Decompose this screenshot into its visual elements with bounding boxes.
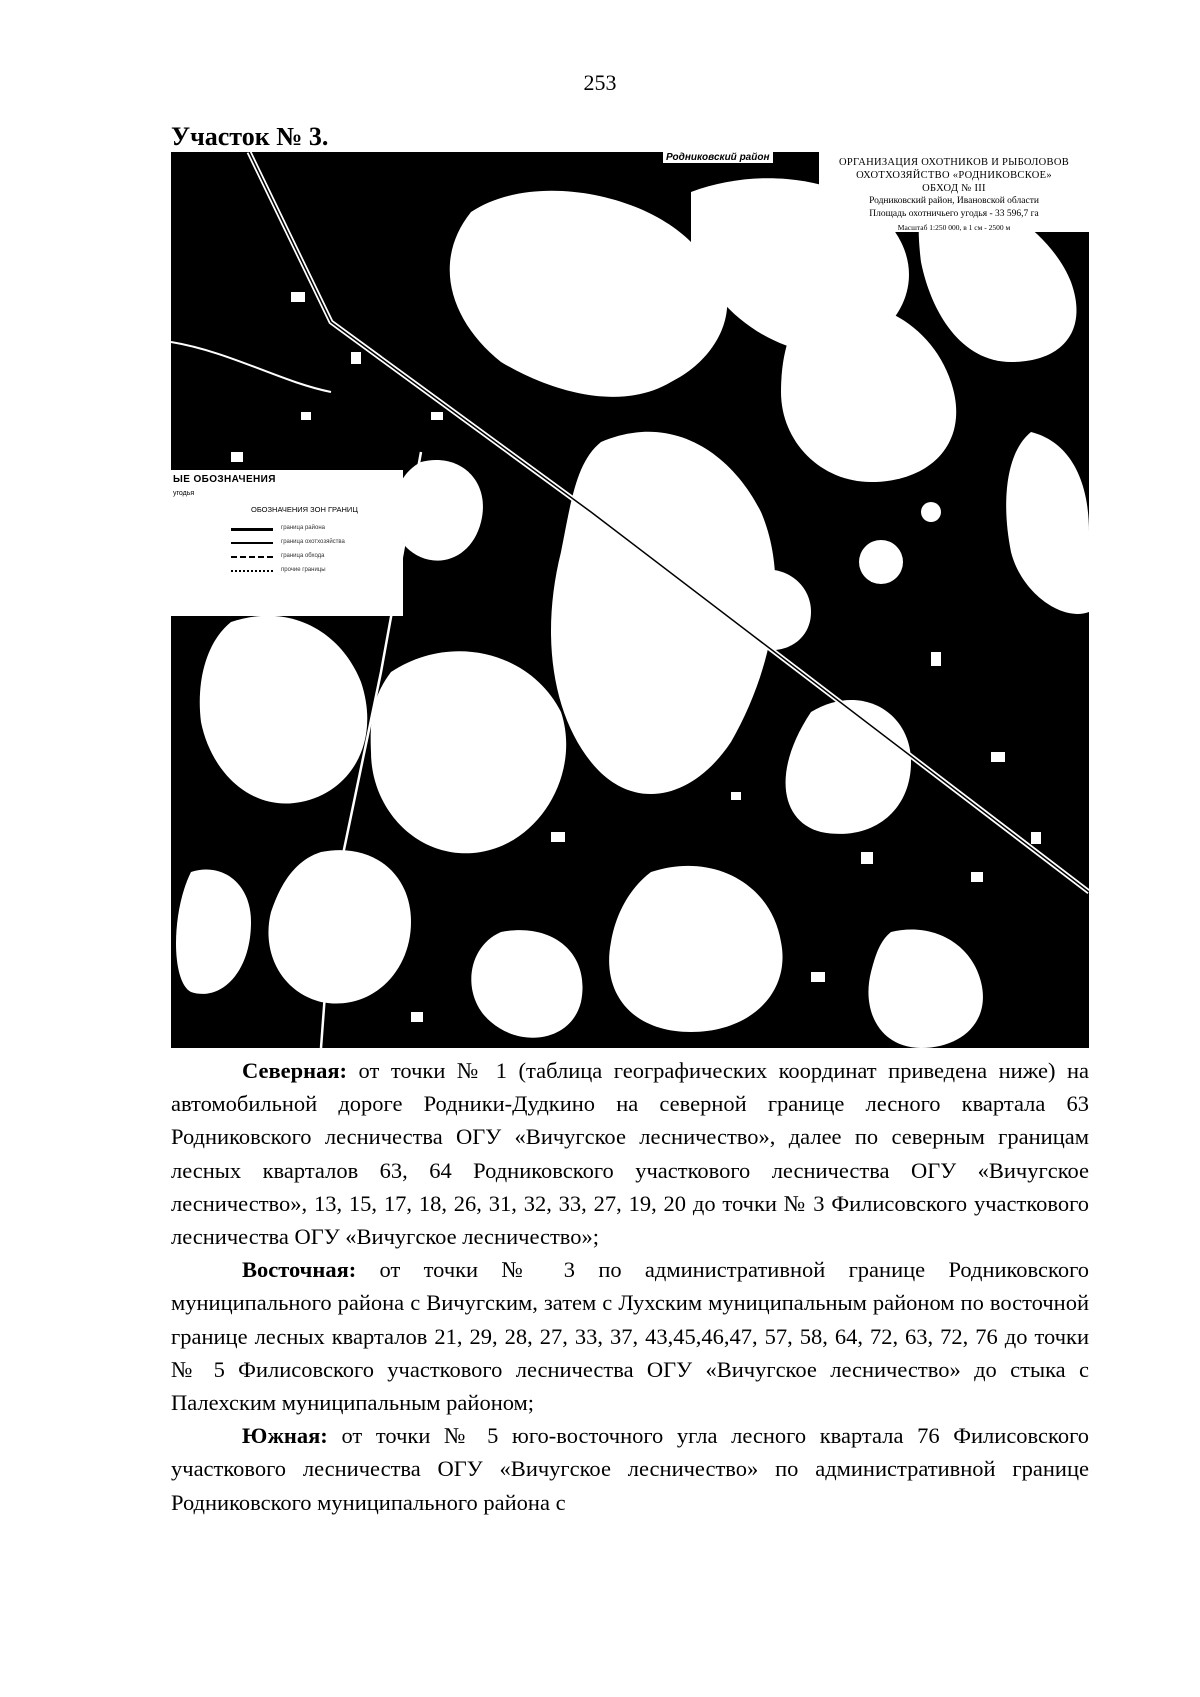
paragraph-south [171,1419,1089,1519]
paragraph-text: от точки № 1 (таблица географических координат приведена ниже) на автомобильной дороге Родники-Дудкино на северной границе лесного квартала 63 Родниковского лесничества ОГУ «Вичугское лесничество», далее по северным границам лесных кварталов 63, 64 Родниковского участкового лесничества ОГУ «Вичугское лесничество», 13, 15, 17, 18, 26, 31, 32, 33, 27, 19, 20 до точки № 3 Филисовского участкового лесничества ОГУ «Вичугское лесничество»; [171,1058,1089,1250]
page-number: 253 [583,70,617,95]
legend-title: ЫЕ ОБОЗНАЧЕНИЯ [173,474,276,485]
legend-item: прочие границы [281,567,326,573]
legend-item: граница обхода [281,553,325,559]
legend-row [231,539,391,550]
legend-row [231,525,391,536]
map-scale: Масштаб 1:250 000, в 1 см - 2500 м [897,223,1011,232]
legend-zones-title: ОБОЗНАЧЕНИЯ ЗОН ГРАНИЦ [251,505,358,514]
boundary-description [171,1054,1089,1519]
map-header-line: ОБХОД № III [922,183,986,194]
legend-row [231,567,391,578]
paragraph-label: Южная: [242,1423,328,1449]
paragraph-text: от точки № 5 юго-восточного угла лесного квартала 76 Филисовского участкового лесничества ОГУ «Вичугское лесничество» по административной границе Родниковского муниципального района с [171,1423,1089,1515]
map-header-line: Родниковский район, Ивановской области [869,196,1039,206]
paragraph-label: Восточная: [242,1257,357,1283]
paragraph-east [171,1253,1089,1419]
legend-row [231,553,391,564]
map-legend [171,470,403,616]
legend-item: граница района [281,525,325,531]
map-header-line: ОРГАНИЗАЦИЯ ОХОТНИКОВ И РЫБОЛОВОВ [838,157,1070,168]
paragraph-text: от точки № 3 по административной границе Родниковского муниципального района с Вичугским, затем с Лухским муниципальным районом по восточной границе лесных кварталов 21, 29, 28, 27, 33, 37, 43,45,46,47, 57, 58, 64, 72, 63, 72, 76 до точки № 5 Филисовского участкового лесничества ОГУ «Вичугское лесничество» до стыка с Палехским муниципальным районом; [171,1257,1089,1416]
section-title: Участок № 3. [171,122,329,151]
paragraph-north [171,1054,1089,1253]
legend-item: граница охотхозяйства [281,539,345,545]
legend-subtitle: угодья [173,490,195,497]
map-header-line: Площадь охотничьего угодья - 33 596,7 га [869,209,1039,219]
map-district-label: Родниковский район [663,152,773,163]
map-image [171,152,1089,1048]
map-header-line: ОХОТХОЗЯЙСТВО «РОДНИКОВСКОЕ» [856,170,1052,181]
paragraph-label: Северная: [242,1058,348,1083]
map-header [819,152,1089,232]
